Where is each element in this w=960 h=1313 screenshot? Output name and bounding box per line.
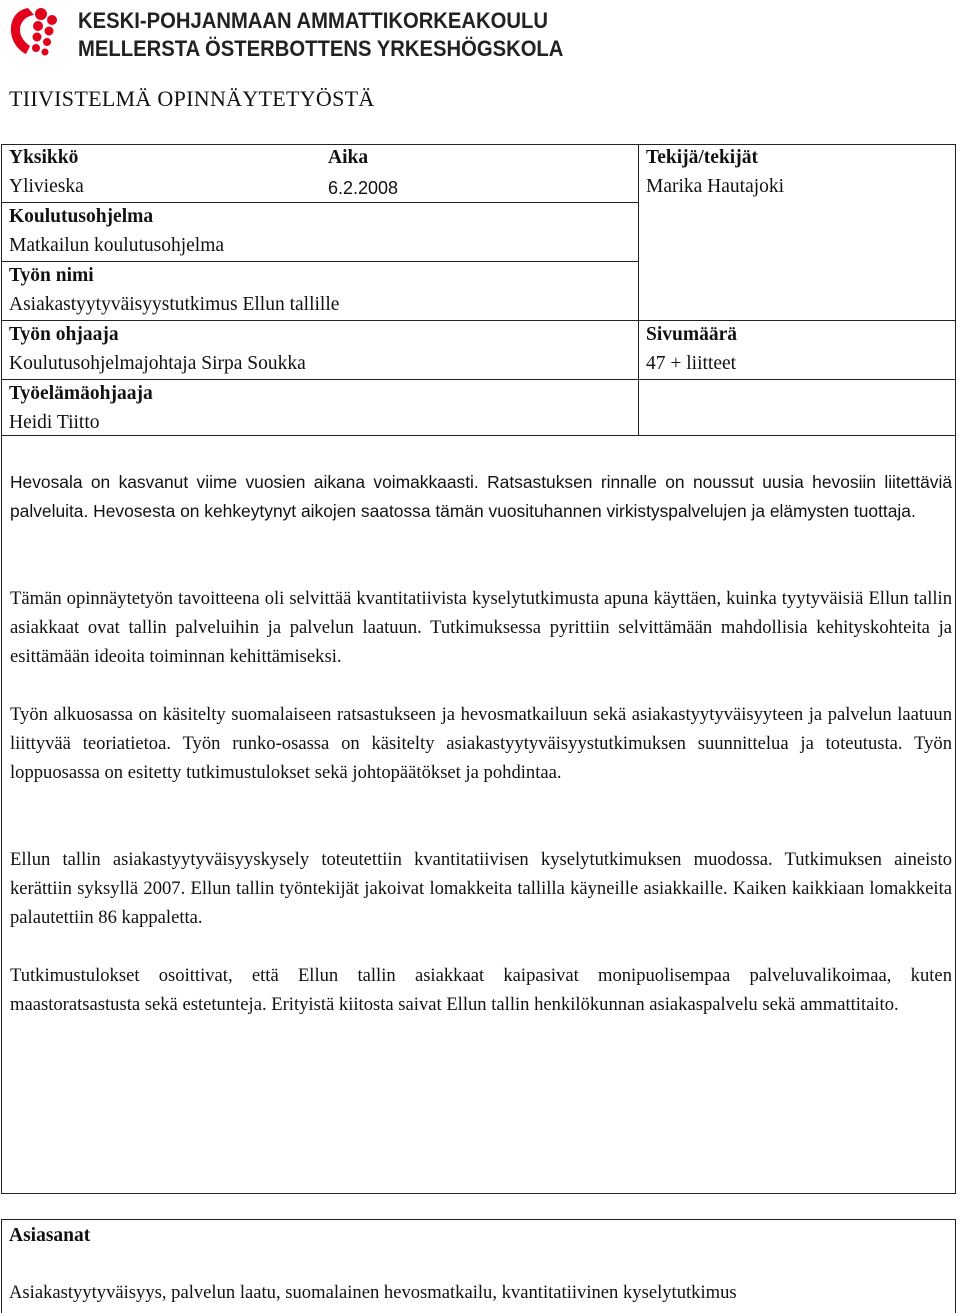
ohjaaja-value: Koulutusohjelmajohtaja Sirpa Soukka [9,353,306,374]
koulutusohjelma-label: Koulutusohjelma [9,206,154,227]
abstract-paragraph: Ellun tallin asiakastyytyväisyyskysely toteutettiin kvantitatiivisen kyselytutkimuksen muodossa. Tutkimuksen aineisto kerättiin syksyllä 2007. Ellun tallin työntekijät jakoivat lomakkeita tallilla käyneille asiakkaille. Kaiken kaikkiaan lomakkeita palautettiin 86 kappaletta. [10,849,952,928]
column-divider [638,145,639,435]
keywords-box [1,1219,956,1313]
tyoelama-value: Heidi Tiitto [9,412,100,433]
yksikko-label: Yksikkö [9,147,79,168]
university-logo [8,4,564,64]
row-divider [2,202,638,203]
abstract-paragraph: Tutkimustulokset osoittivat, että Ellun tallin asiakkaat kaipasivat monipuolisempaa palveluvalikoimaa, kuten maastoratsastusta sekä estetunteja. Erityistä kiitosta saivat Ellun tallin henkilökunnan asiakaspalvelu sekä ammattitaito. [10,965,952,1015]
tyon-nimi-value: Asiakastyytyväisyystutkimus Ellun tallille [9,294,340,315]
keywords-value: Asiakastyytyväisyys, palvelun laatu, suomalainen hevosmatkailu, kvantitatiivinen kyselytutkimus [9,1282,737,1303]
row-divider [638,379,955,380]
abstract-box [1,436,956,1194]
yksikko-value: Ylivieska [9,176,84,197]
page-title: TIIVISTELMÄ OPINNÄYTETYÖSTÄ [9,86,375,111]
tyon-nimi-label: Työn nimi [9,265,94,286]
row-divider [2,320,955,321]
row-divider [2,379,638,380]
ohjaaja-label: Työn ohjaaja [9,324,119,345]
aika-value: 6.2.2008 [328,178,399,198]
university-logo-mark-icon [8,4,64,60]
abstract-paragraph: Työn alkuosassa on käsitelty suomalaiseen ratsastukseen ja hevosmatkailuun sekä asiakastyytyväisyyteen ja palvelun laatuun liittyvää teoriatietoa. Työn runko-osassa on käsitelty asiakastyytyväisyystutkimuksen suunnittelua ja toteutusta. Työn loppuosassa on esitetty tutkimustulokset sekä johtopäätökset ja pohdintaa. [10,704,952,783]
tekija-label: Tekijä/tekijät [646,147,758,168]
keywords-label: Asiasanat [9,1225,91,1246]
sivumaara-label: Sivumäärä [646,324,738,345]
sivumaara-value: 47 + liitteet [646,353,737,374]
logo-text-finnish: KESKI-POHJANMAAN AMMATTIKORKEAKOULU [78,8,549,33]
logo-text-swedish: MELLERSTA ÖSTERBOTTENS YRKESHÖGSKOLA [78,36,564,61]
tekija-value: Marika Hautajoki [646,176,785,197]
row-divider [2,261,638,262]
thesis-info-box [1,144,956,436]
koulutusohjelma-value: Matkailun koulutusohjelma [9,235,225,256]
abstract-paragraph: Hevosala on kasvanut viime vuosien aikana voimakkaasti. Ratsastuksen rinnalle on noussut uusia hevosiin liitettäviä palveluita. Hevosesta on kehkeytynyt aikojen saatossa tämän vuosituhannen virkistyspalvelujen ja elämysten tuottaja. [10,472,952,521]
abstract-paragraph: Tämän opinnäytetyön tavoitteena oli selvittää kvantitatiivista kyselytutkimusta apuna käyttäen, kuinka tyytyväisiä Ellun tallin asiakkaat ovat tallin palveluihin ja palvelun laatuun. Tutkimuksessa pyrittiin selvittämään mahdollisia kehityskohteita ja esittämään ideoita toiminnan kehittämiseksi. [10,588,952,667]
tyoelama-label: Työelämäohjaaja [9,383,153,404]
aika-label: Aika [328,147,369,168]
